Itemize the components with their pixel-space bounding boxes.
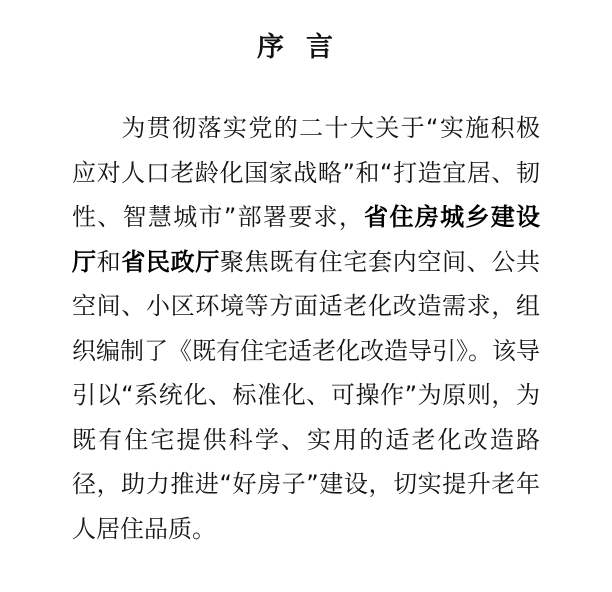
bold-department-civil-affairs: 省民政厅 xyxy=(121,247,221,276)
paragraph-segment-1: 为贯彻落实党的二十大关于“实施积极应对人口老龄化国家战略”和“打造宜居、韧性、智慧城市”部署要求， xyxy=(72,114,540,231)
page-title: 序言 xyxy=(257,32,355,63)
preface-paragraph xyxy=(72,106,540,551)
paragraph-segment-3: 聚焦既有住宅套内空间、公共空间、小区环境等方面适老化改造需求，组织编制了《既有住宅适老化改造导引》。该导引以“系统化、标准化、可操作”为原则，为既有住宅提供科学、实用的适老化改造路径，助力推进“好房子”建设，切实提升老年人居住品质。 xyxy=(72,247,541,543)
paragraph-segment-2: 和 xyxy=(96,247,122,276)
bold-department-housing: 省住房城乡建设厅 xyxy=(72,203,541,276)
